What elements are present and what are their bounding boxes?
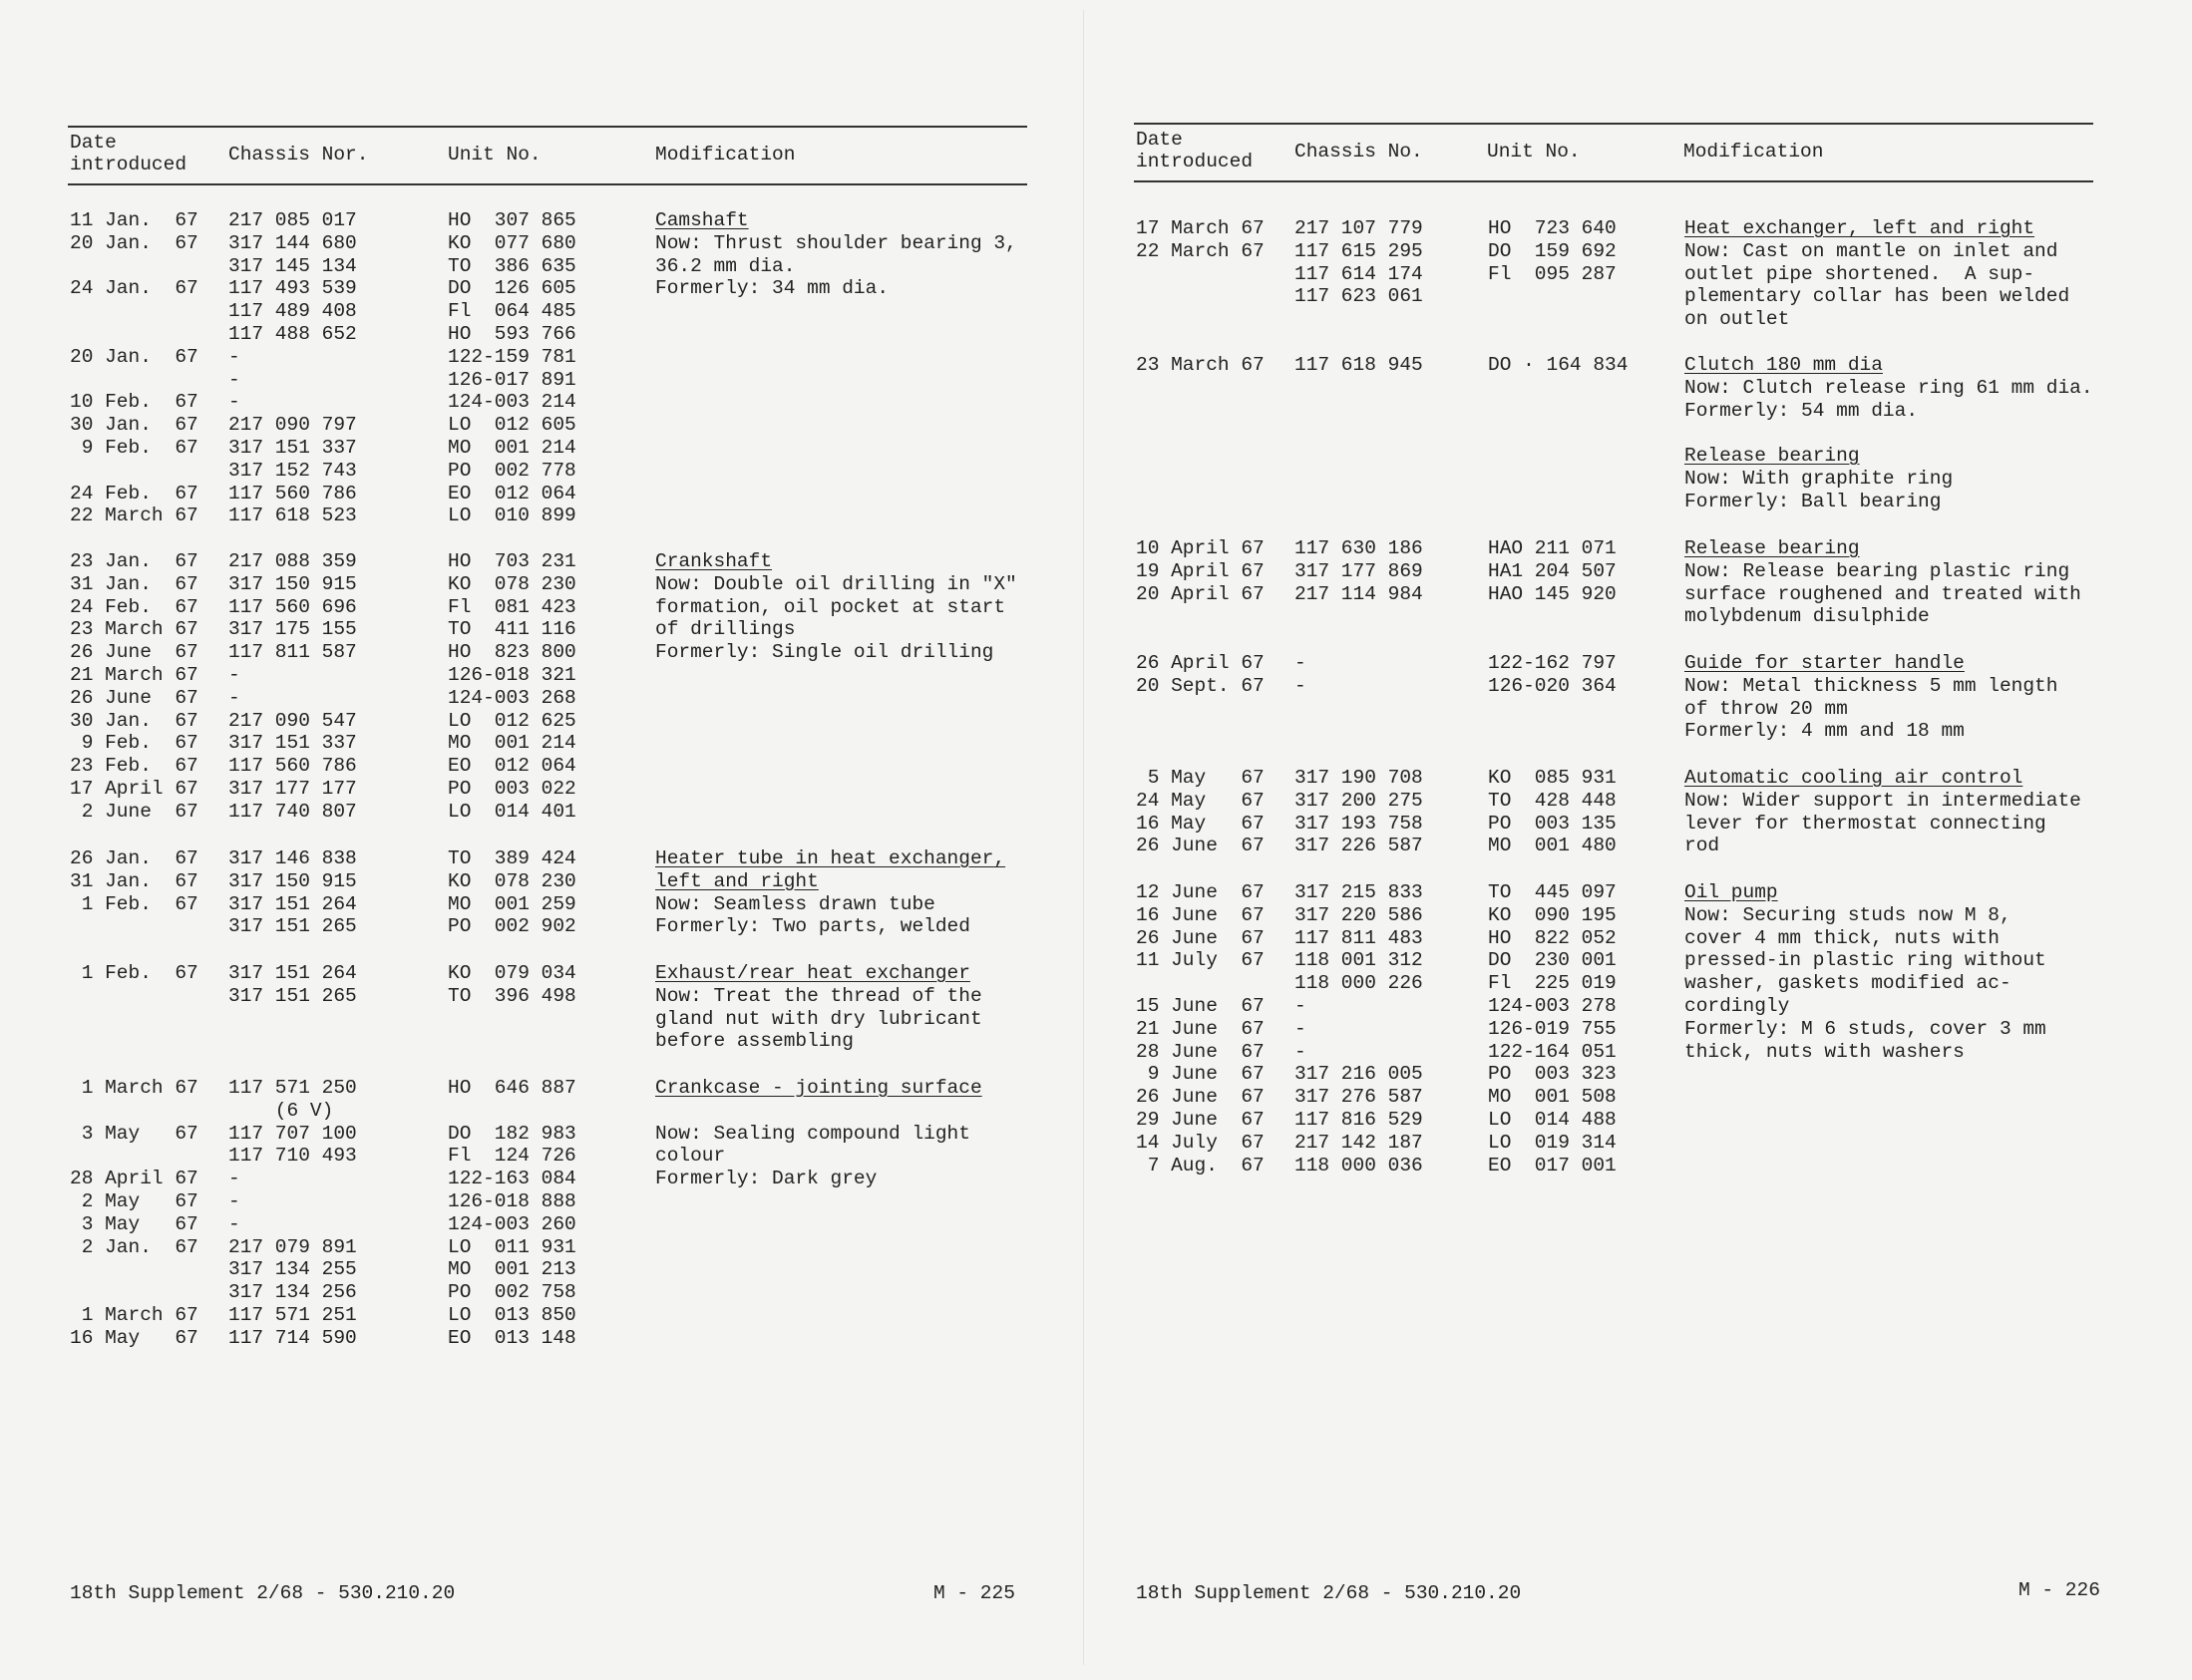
row-chassis: 317 220 586 [1294,903,1423,926]
row-chassis: 117 811 587 [228,641,357,664]
row-unit: 122-162 797 [1488,652,1617,674]
header-unit: Unit No. [448,144,542,166]
row-date: 20 Jan. 67 [70,345,198,368]
row-date: 1 Feb. 67 [70,892,198,915]
row-date: 26 June 67 [1136,1086,1265,1109]
row-chassis: - [1294,652,1306,674]
row-unit: HO 703 231 [448,550,576,572]
row-date: 24 May 67 [1136,789,1265,812]
row-unit: Fl 095 287 [1488,262,1617,285]
modification-title: Oil pump [1684,881,1778,903]
modification-text: of throw 20 mm [1684,697,1848,720]
row-date: 16 May 67 [1136,812,1265,835]
modification-text: Formerly: 4 mm and 18 mm [1684,720,1965,743]
row-chassis: 117 623 061 [1294,285,1423,308]
row-unit: DO · 164 834 [1488,354,1629,376]
page-right [1082,0,2192,1680]
row-unit: 126-019 755 [1488,1017,1617,1040]
row-chassis: 217 090 797 [228,414,357,437]
row-unit: MO 001 480 [1488,835,1617,857]
modification-text: Formerly: Ball bearing [1684,490,1942,512]
row-chassis: 117 571 250 [228,1077,357,1099]
header-chassis: Chassis Nor. [228,144,369,166]
modification-text: Now: Clutch release ring 61 mm dia. [1684,376,2093,399]
modification-text: Formerly: Two parts, welded [655,915,970,938]
row-chassis: 317 190 708 [1294,767,1423,789]
row-chassis: 317 150 915 [228,869,357,892]
row-chassis: 117 707 100 [228,1122,357,1145]
header-date: Date introduced [70,132,187,175]
modification-text: pressed-in plastic ring without [1684,949,2046,972]
row-unit: EO 017 001 [1488,1154,1617,1176]
row-chassis: - [228,368,240,391]
row-unit: 126-018 888 [448,1190,576,1212]
row-unit: TO 411 116 [448,618,576,641]
modification-text: Now: Thrust shoulder bearing 3, [655,231,1017,254]
row-chassis: 317 151 265 [228,984,357,1007]
row-date: 5 May 67 [1136,767,1265,789]
row-unit: HO 723 640 [1488,217,1617,239]
row-date: 20 Sept. 67 [1136,674,1265,697]
row-date: 20 April 67 [1136,582,1265,605]
row-date: 26 June 67 [1136,926,1265,949]
row-date: 28 June 67 [1136,1040,1265,1063]
row-chassis: - [228,664,240,686]
row-chassis: 317 134 256 [228,1281,357,1304]
row-date: 2 May 67 [70,1190,198,1212]
row-chassis: - [1294,674,1306,697]
row-chassis: 217 114 984 [1294,582,1423,605]
row-date: 3 May 67 [70,1122,198,1145]
row-unit: HO 307 865 [448,209,576,231]
row-unit: DO 230 001 [1488,949,1617,972]
row-unit: HAO 211 071 [1488,537,1617,559]
row-chassis: 117 816 529 [1294,1109,1423,1131]
row-date: 3 May 67 [70,1212,198,1235]
row-chassis: 117 560 786 [228,482,357,504]
row-date: 1 Feb. 67 [70,962,198,984]
modification-text: cover 4 mm thick, nuts with [1684,926,2000,949]
row-date: 19 April 67 [1136,559,1265,582]
row-date: 22 March 67 [70,504,198,527]
row-date: 11 July 67 [1136,949,1265,972]
modification-text: washer, gaskets modified ac- [1684,972,2011,995]
row-date: 24 Feb. 67 [70,595,198,618]
row-chassis: 317 150 915 [228,572,357,595]
row-chassis: 317 193 758 [1294,812,1423,835]
footer-left: 18th Supplement 2/68 - 530.210.20 [70,1582,456,1604]
row-unit: LO 010 899 [448,504,576,527]
row-date: 29 June 67 [1136,1109,1265,1131]
row-date: 24 Feb. 67 [70,482,198,504]
row-date: 26 Jan. 67 [70,847,198,869]
row-unit: EO 012 064 [448,482,576,504]
row-unit: TO 428 448 [1488,789,1617,812]
row-unit: DO 159 692 [1488,239,1617,262]
row-unit: 122-164 051 [1488,1040,1617,1063]
row-chassis: 117 488 652 [228,323,357,345]
modification-text: outlet pipe shortened. A sup- [1684,262,2035,285]
row-unit: KO 090 195 [1488,903,1617,926]
row-unit: Fl 064 485 [448,300,576,323]
modification-text: Now: Wider support in intermediate [1684,789,2081,812]
row-unit: Fl 081 423 [448,595,576,618]
row-date: 14 July 67 [1136,1131,1265,1154]
header-unit: Unit No. [1487,141,1581,163]
modification-text: of drillings [655,618,796,641]
row-chassis: 317 276 587 [1294,1086,1423,1109]
row-date: 23 March 67 [1136,354,1265,376]
modification-title: Heat exchanger, left and right [1684,217,2035,239]
modification-text: 36.2 mm dia. [655,254,796,277]
row-unit: KO 079 034 [448,962,576,984]
row-date: 30 Jan. 67 [70,414,198,437]
modification-text: Formerly: Dark grey [655,1168,878,1190]
modification-title: Release bearing [1684,445,1860,468]
row-unit: MO 001 214 [448,437,576,459]
row-date: 17 April 67 [70,778,198,800]
row-date: 10 April 67 [1136,537,1265,559]
row-unit: TO 389 424 [448,847,576,869]
row-unit: KO 078 230 [448,869,576,892]
row-date: 2 June 67 [70,800,198,823]
row-unit: EO 012 064 [448,755,576,778]
modification-title: Camshaft [655,209,749,231]
row-date: 9 Feb. 67 [70,437,198,459]
row-unit: HA1 204 507 [1488,559,1617,582]
row-unit: KO 078 230 [448,572,576,595]
modification-text: thick, nuts with washers [1684,1040,1965,1063]
row-unit: LO 013 850 [448,1304,576,1326]
row-chassis: - [228,391,240,414]
modification-text: Now: Seamless drawn tube [655,892,935,915]
row-chassis: 118 000 036 [1294,1154,1423,1176]
row-unit: LO 011 931 [448,1235,576,1258]
row-unit: HO 822 052 [1488,926,1617,949]
row-chassis: 117 618 945 [1294,354,1423,376]
row-chassis: - [228,1212,240,1235]
row-unit: 126-020 364 [1488,674,1617,697]
row-date: 28 April 67 [70,1168,198,1190]
row-unit: TO 445 097 [1488,881,1617,903]
modification-title: Guide for starter handle [1684,652,1965,674]
row-unit: 122-163 084 [448,1168,576,1190]
row-unit: HAO 145 920 [1488,582,1617,605]
row-unit: HO 593 766 [448,323,576,345]
row-chassis: - [1294,1017,1306,1040]
modification-text: Now: Treat the thread of the [655,984,982,1007]
row-chassis: 317 151 337 [228,732,357,755]
modification-title: Exhaust/rear heat exchanger [655,962,970,984]
modification-text: Now: Metal thickness 5 mm length [1684,674,2058,697]
modification-text: gland nut with dry lubricant [655,1007,982,1030]
row-unit: TO 386 635 [448,254,576,277]
row-date: 15 June 67 [1136,995,1265,1017]
row-unit: LO 014 401 [448,800,576,823]
row-chassis: - [228,686,240,709]
row-chassis: 118 000 226 [1294,972,1423,995]
row-date: 9 Feb. 67 [70,732,198,755]
row-chassis: 117 615 295 [1294,239,1423,262]
row-unit: MO 001 508 [1488,1086,1617,1109]
row-unit: Fl 124 726 [448,1145,576,1168]
row-chassis: 217 090 547 [228,709,357,732]
modification-title: Clutch 180 mm dia [1684,354,1883,376]
row-chassis: 217 085 017 [228,209,357,231]
modification-text: Now: Sealing compound light [655,1122,970,1145]
row-chassis: 117 493 539 [228,277,357,300]
row-date: 23 Feb. 67 [70,755,198,778]
row-chassis: 317 134 255 [228,1258,357,1281]
row-unit: TO 396 498 [448,984,576,1007]
row-chassis: - [228,1168,240,1190]
row-unit: PO 003 135 [1488,812,1617,835]
modification-text: Formerly: M 6 studs, cover 3 mm [1684,1017,2046,1040]
header-modification: Modification [1683,141,1824,163]
table-body [1082,0,2192,1680]
row-chassis: 317 151 265 [228,915,357,938]
row-chassis: 117 560 786 [228,755,357,778]
row-chassis: 217 079 891 [228,1235,357,1258]
row-unit: DO 182 983 [448,1122,576,1145]
row-unit: LO 012 605 [448,414,576,437]
row-unit: 124-003 214 [448,391,576,414]
row-unit: LO 019 314 [1488,1131,1617,1154]
row-chassis: 117 489 408 [228,300,357,323]
row-chassis: (6 V) [228,1099,334,1122]
row-chassis: 217 088 359 [228,550,357,572]
row-date: 24 Jan. 67 [70,277,198,300]
row-chassis: 317 216 005 [1294,1063,1423,1086]
modification-title: Crankcase - jointing surface [655,1077,982,1099]
modification-text: Now: Double oil drilling in "X" [655,572,1017,595]
row-chassis: 117 560 696 [228,595,357,618]
row-unit: 124-003 260 [448,1212,576,1235]
row-date: 21 June 67 [1136,1017,1265,1040]
row-unit: PO 002 902 [448,915,576,938]
row-chassis: 317 177 869 [1294,559,1423,582]
header-modification: Modification [655,144,796,166]
row-date: 12 June 67 [1136,881,1265,903]
modification-text: on outlet [1684,308,1790,331]
row-unit: 126-018 321 [448,664,576,686]
modification-text: Formerly: 34 mm dia. [655,277,890,300]
row-chassis: 317 144 680 [228,231,357,254]
row-unit: PO 003 022 [448,778,576,800]
row-date: 21 March 67 [70,664,198,686]
row-chassis: 217 142 187 [1294,1131,1423,1154]
row-chassis: 117 614 174 [1294,262,1423,285]
row-chassis: 317 151 264 [228,892,357,915]
modification-text: surface roughened and treated with [1684,582,2081,605]
row-chassis: 317 226 587 [1294,835,1423,857]
modification-text: rod [1684,835,1720,857]
row-unit: 124-003 278 [1488,995,1617,1017]
row-chassis: 118 001 312 [1294,949,1423,972]
row-chassis: 317 145 134 [228,254,357,277]
row-date: 22 March 67 [1136,239,1265,262]
row-unit: DO 126 605 [448,277,576,300]
row-date: 31 Jan. 67 [70,869,198,892]
row-date: 26 April 67 [1136,652,1265,674]
row-chassis: 317 200 275 [1294,789,1423,812]
modification-title: left and right [655,869,819,892]
row-unit: 124-003 268 [448,686,576,709]
modification-text: colour [655,1145,726,1168]
row-chassis: 117 630 186 [1294,537,1423,559]
modification-title: Crankshaft [655,550,773,572]
row-unit: LO 014 488 [1488,1109,1617,1131]
modification-title: Release bearing [1684,537,1860,559]
modification-text: Now: Cast on mantle on inlet and [1684,239,2058,262]
row-date: 16 June 67 [1136,903,1265,926]
modification-title: Heater tube in heat exchanger, [655,847,1006,869]
row-chassis: 317 215 833 [1294,881,1423,903]
row-chassis: 317 152 743 [228,459,357,482]
header-date: Date introduced [1136,129,1254,172]
row-date: 31 Jan. 67 [70,572,198,595]
row-unit: PO 002 778 [448,459,576,482]
row-unit: PO 003 323 [1488,1063,1617,1086]
row-date: 26 June 67 [1136,835,1265,857]
row-chassis: - [228,1190,240,1212]
row-unit: MO 001 213 [448,1258,576,1281]
row-unit: Fl 225 019 [1488,972,1617,995]
row-chassis: 117 571 251 [228,1304,357,1326]
row-date: 2 Jan. 67 [70,1235,198,1258]
page-number: M - 226 [2018,1579,2100,1601]
page-left [0,0,1082,1680]
modification-text: before assembling [655,1030,854,1053]
row-unit: HO 646 887 [448,1077,576,1099]
row-date: 16 May 67 [70,1326,198,1349]
row-unit: EO 013 148 [448,1326,576,1349]
modification-text: Formerly: 54 mm dia. [1684,399,1919,422]
row-date: 11 Jan. 67 [70,209,198,231]
row-chassis: 317 177 177 [228,778,357,800]
row-date: 20 Jan. 67 [70,231,198,254]
row-date: 23 March 67 [70,618,198,641]
row-chassis: - [1294,1040,1306,1063]
row-chassis: 317 175 155 [228,618,357,641]
modification-text: Now: Release bearing plastic ring [1684,559,2070,582]
row-chassis: 117 710 493 [228,1145,357,1168]
row-unit: MO 001 214 [448,732,576,755]
row-unit: PO 002 758 [448,1281,576,1304]
row-date: 1 March 67 [70,1077,198,1099]
row-date: 9 June 67 [1136,1063,1265,1086]
row-unit: LO 012 625 [448,709,576,732]
modification-text: cordingly [1684,995,1790,1017]
row-chassis: 317 151 337 [228,437,357,459]
row-date: 17 March 67 [1136,217,1265,239]
row-chassis: 317 151 264 [228,962,357,984]
row-chassis: 117 740 807 [228,800,357,823]
row-unit: HO 823 800 [448,641,576,664]
row-unit: 126-017 891 [448,368,576,391]
table-body [0,0,1082,1680]
row-unit: KO 077 680 [448,231,576,254]
row-unit: MO 001 259 [448,892,576,915]
modification-text: lever for thermostat connecting [1684,812,2046,835]
modification-text: Now: With graphite ring [1684,468,1954,490]
modification-title: Automatic cooling air control [1684,767,2023,789]
row-date: 1 March 67 [70,1304,198,1326]
row-chassis: - [228,345,240,368]
modification-text: plementary collar has been welded [1684,285,2070,308]
modification-text: molybdenum disulphide [1684,605,1930,628]
page-number: M - 225 [933,1582,1015,1604]
row-date: 30 Jan. 67 [70,709,198,732]
row-chassis: 117 811 483 [1294,926,1423,949]
row-chassis: 117 714 590 [228,1326,357,1349]
row-date: 26 June 67 [70,686,198,709]
modification-text: formation, oil pocket at start [655,595,1006,618]
row-date: 23 Jan. 67 [70,550,198,572]
row-chassis: 117 618 523 [228,504,357,527]
modification-text: Now: Securing studs now M 8, [1684,903,2011,926]
row-date: 7 Aug. 67 [1136,1154,1265,1176]
row-unit: KO 085 931 [1488,767,1617,789]
row-chassis: - [1294,995,1306,1017]
row-chassis: 317 146 838 [228,847,357,869]
footer-left: 18th Supplement 2/68 - 530.210.20 [1136,1582,1522,1604]
modification-text: Formerly: Single oil drilling [655,641,994,664]
row-unit: 122-159 781 [448,345,576,368]
row-date: 10 Feb. 67 [70,391,198,414]
header-chassis: Chassis No. [1294,141,1423,163]
row-date: 26 June 67 [70,641,198,664]
row-chassis: 217 107 779 [1294,217,1423,239]
